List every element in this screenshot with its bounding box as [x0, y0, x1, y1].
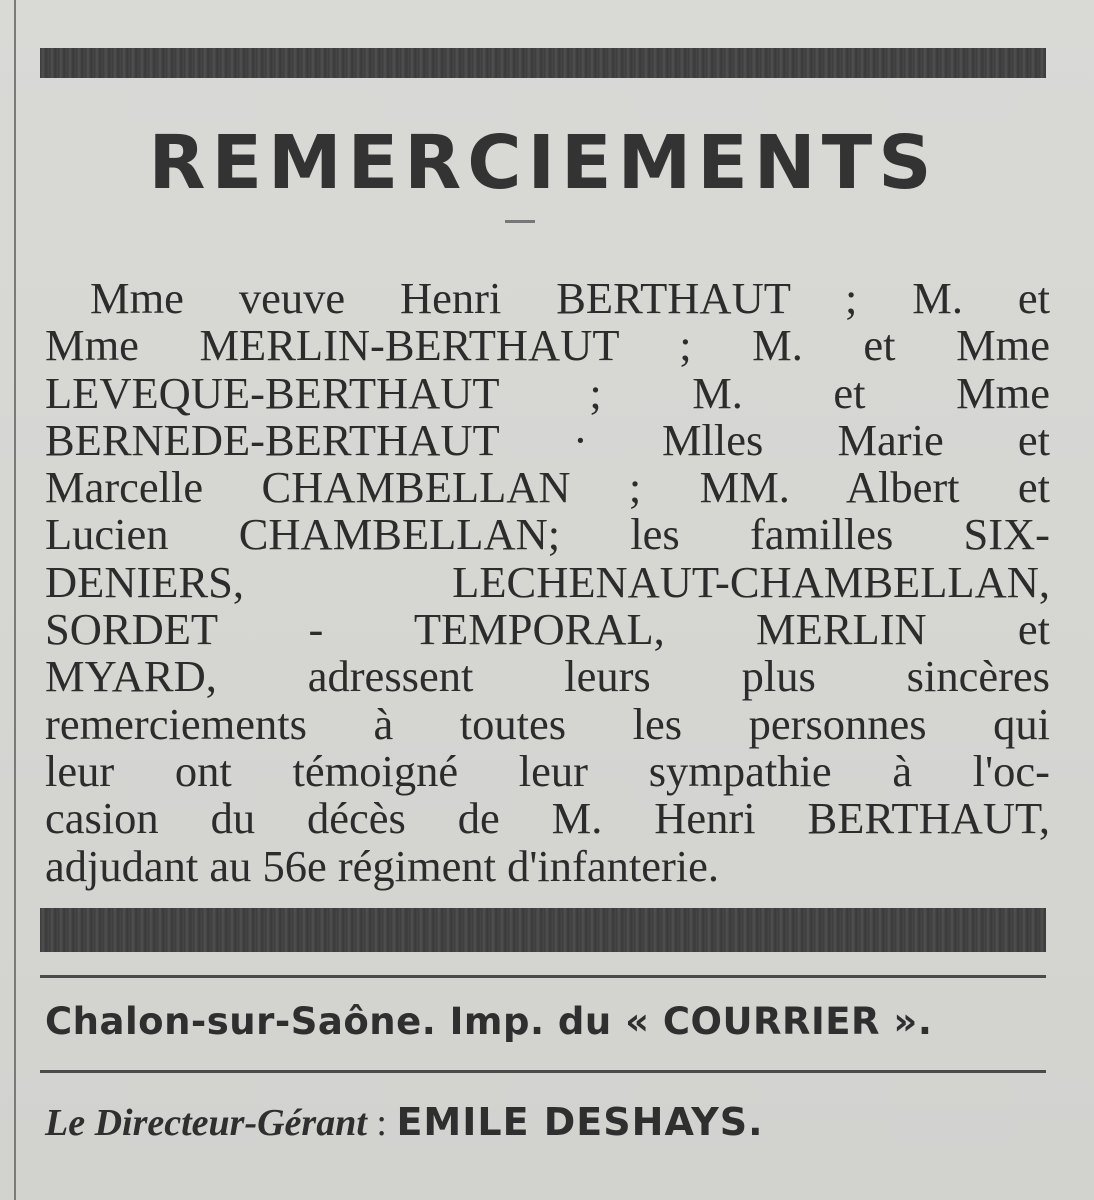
top-border-bar: [40, 48, 1046, 78]
director-line: [45, 1100, 1045, 1145]
notice-line: Marcelle CHAMBELLAN ; MM. Albert et: [45, 462, 1050, 513]
notice-line: leur ont témoigné leur sympathie à l'oc-: [45, 745, 1050, 796]
notice-title: REMERCIEMENTS: [148, 120, 938, 206]
director-name: EMILE DESHAYS.: [396, 1100, 764, 1144]
title-ornament: [505, 220, 535, 223]
notice-line: Mme veuve Henri BERTHAUT ; M. et: [90, 273, 1050, 323]
notice-line: casion du décès de M. Henri BERTHAUT,: [45, 793, 1050, 844]
column-rule: [14, 0, 16, 1200]
divider: [40, 975, 1046, 978]
notice-line: DENIERS, LECHENAUT-CHAMBELLAN,: [45, 556, 1050, 607]
notice-line: Lucien CHAMBELLAN; les familles SIX-: [45, 509, 1050, 560]
notice-line: Mme MERLIN-BERTHAUT ; M. et Mme: [45, 320, 1050, 371]
director-role: Le Directeur-Gérant: [45, 1102, 367, 1144]
director-separator: :: [366, 1102, 397, 1144]
notice-body: [45, 275, 1050, 890]
notice-line: adjudant au 56e régiment d'infanterie.: [45, 840, 720, 891]
notice-line: MYARD, adressent leurs plus sincères: [45, 651, 1050, 702]
divider: [40, 1070, 1046, 1073]
notice-line: LEVEQUE-BERTHAUT ; M. et Mme: [45, 367, 1050, 418]
printer-imprint: Chalon-sur-Saône. Imp. du « COURRIER ».: [45, 1000, 933, 1043]
notice-line: SORDET - TEMPORAL, MERLIN et: [45, 604, 1050, 655]
bottom-border-bar: [40, 908, 1046, 952]
notice-line: remerciements à toutes les personnes qui: [45, 698, 1050, 749]
notice-line: BERNEDE-BERTHAUT · Mlles Marie et: [45, 414, 1050, 465]
